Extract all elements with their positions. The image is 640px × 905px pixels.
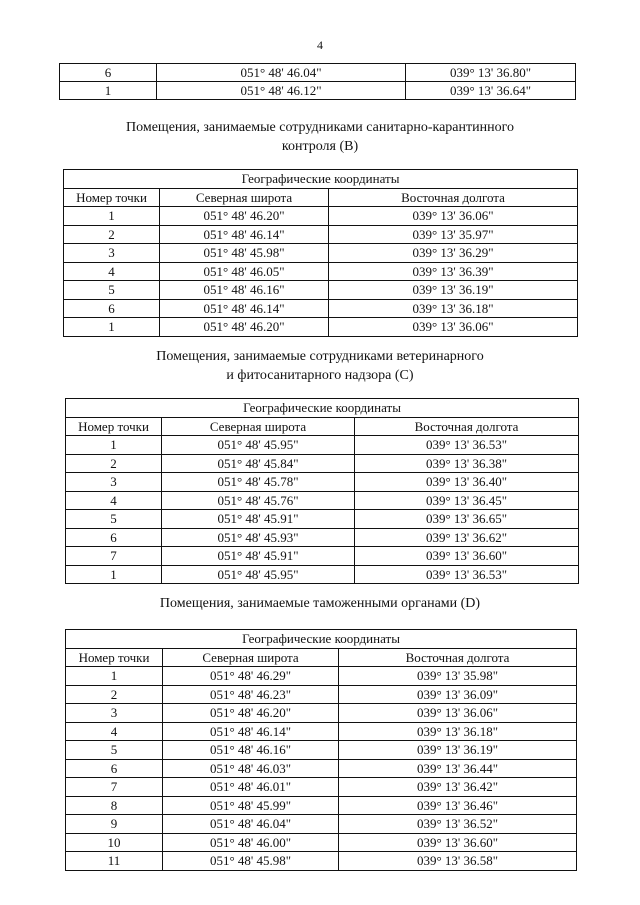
page-number: 4	[317, 38, 323, 52]
longitude-cell: 039° 13' 36.62"	[355, 528, 579, 547]
point-cell: 3	[66, 473, 162, 492]
table-row	[64, 207, 578, 226]
point-cell: 6	[64, 299, 160, 318]
longitude-cell: 039° 13' 36.19"	[339, 741, 577, 760]
table-row	[66, 565, 579, 584]
point-cell: 6	[60, 64, 157, 82]
point-cell: 5	[66, 741, 163, 760]
point-cell: 10	[66, 833, 163, 852]
table-row	[66, 741, 577, 760]
point-header: Номер точки	[64, 188, 160, 207]
longitude-cell: 039° 13' 36.42"	[339, 778, 577, 797]
point-cell: 4	[66, 722, 163, 741]
longitude-cell: 039° 13' 36.06"	[329, 318, 578, 337]
table-row	[66, 510, 579, 529]
table-row	[66, 778, 577, 797]
lat-header: Северная широта	[162, 417, 355, 436]
section-d-title: Помещения, занимаемые таможенными органами (D)	[159, 596, 481, 611]
table-row	[64, 262, 578, 281]
latitude-cell: 051° 48' 45.95"	[162, 436, 355, 455]
longitude-cell: 039° 13' 36.38"	[355, 454, 579, 473]
table-row	[66, 685, 577, 704]
point-cell: 2	[66, 454, 162, 473]
longitude-cell: 039° 13' 36.58"	[339, 852, 577, 871]
longitude-cell: 039° 13' 36.44"	[339, 759, 577, 778]
latitude-cell: 051° 48' 46.14"	[163, 722, 339, 741]
longitude-cell: 039° 13' 36.64"	[406, 82, 576, 100]
point-cell: 5	[66, 510, 162, 529]
table-row	[60, 64, 576, 82]
section-c-title: Помещения, занимаемые сотрудниками ветеринарного и фитосанитарного надзора (C)	[156, 349, 484, 383]
lon-header: Восточная долгота	[355, 417, 579, 436]
latitude-cell: 051° 48' 45.98"	[163, 852, 339, 871]
latitude-cell: 051° 48' 45.91"	[162, 547, 355, 566]
point-header: Номер точки	[66, 648, 163, 667]
latitude-cell: 051° 48' 46.12"	[157, 82, 406, 100]
point-cell: 1	[64, 318, 160, 337]
longitude-cell: 039° 13' 36.18"	[339, 722, 577, 741]
latitude-cell: 051° 48' 46.14"	[160, 299, 329, 318]
longitude-cell: 039° 13' 36.80"	[406, 64, 576, 82]
latitude-cell: 051° 48' 46.14"	[160, 225, 329, 244]
latitude-cell: 051° 48' 46.16"	[163, 741, 339, 760]
lon-header: Восточная долгота	[329, 188, 578, 207]
point-cell: 5	[64, 281, 160, 300]
latitude-cell: 051° 48' 46.00"	[163, 833, 339, 852]
point-cell: 7	[66, 547, 162, 566]
latitude-cell: 051° 48' 46.03"	[163, 759, 339, 778]
lat-header: Северная широта	[160, 188, 329, 207]
table-row	[66, 454, 579, 473]
geo-header: Географические координаты	[64, 170, 578, 189]
table-row	[66, 473, 579, 492]
latitude-cell: 051° 48' 45.84"	[162, 454, 355, 473]
point-cell: 1	[66, 667, 163, 686]
longitude-cell: 039° 13' 36.06"	[339, 704, 577, 723]
longitude-cell: 039° 13' 36.45"	[355, 491, 579, 510]
table-row	[66, 528, 579, 547]
point-cell: 7	[66, 778, 163, 797]
point-cell: 1	[66, 436, 162, 455]
longitude-cell: 039° 13' 36.52"	[339, 815, 577, 834]
point-cell: 1	[60, 82, 157, 100]
longitude-cell: 039° 13' 36.19"	[329, 281, 578, 300]
table-row	[66, 852, 577, 871]
table-row	[66, 704, 577, 723]
point-cell: 2	[66, 685, 163, 704]
longitude-cell: 039° 13' 35.97"	[329, 225, 578, 244]
point-header: Номер точки	[66, 417, 162, 436]
point-cell: 3	[66, 704, 163, 723]
coordinates-table-d	[65, 629, 577, 871]
point-cell: 11	[66, 852, 163, 871]
latitude-cell: 051° 48' 46.04"	[157, 64, 406, 82]
longitude-cell: 039° 13' 36.60"	[355, 547, 579, 566]
latitude-cell: 051° 48' 46.20"	[160, 207, 329, 226]
coordinates-table-b	[63, 169, 578, 337]
latitude-cell: 051° 48' 46.23"	[163, 685, 339, 704]
latitude-cell: 051° 48' 45.98"	[160, 244, 329, 263]
point-cell: 6	[66, 759, 163, 778]
point-cell: 1	[64, 207, 160, 226]
point-cell: 9	[66, 815, 163, 834]
latitude-cell: 051° 48' 46.29"	[163, 667, 339, 686]
point-cell: 6	[66, 528, 162, 547]
table-row	[66, 667, 577, 686]
continued-coordinates-table	[59, 63, 576, 100]
coordinates-table-c	[65, 398, 579, 584]
table-row	[66, 796, 577, 815]
latitude-cell: 051° 48' 45.99"	[163, 796, 339, 815]
table-row	[64, 318, 578, 337]
point-cell: 2	[64, 225, 160, 244]
table-row	[66, 547, 579, 566]
longitude-cell: 039° 13' 36.65"	[355, 510, 579, 529]
longitude-cell: 039° 13' 36.18"	[329, 299, 578, 318]
point-cell: 4	[64, 262, 160, 281]
point-cell: 4	[66, 491, 162, 510]
latitude-cell: 051° 48' 46.05"	[160, 262, 329, 281]
longitude-cell: 039° 13' 36.60"	[339, 833, 577, 852]
longitude-cell: 039° 13' 36.09"	[339, 685, 577, 704]
lat-header: Северная широта	[163, 648, 339, 667]
point-cell: 8	[66, 796, 163, 815]
table-row	[66, 491, 579, 510]
longitude-cell: 039° 13' 36.53"	[355, 565, 579, 584]
section-b-title: Помещения, занимаемые сотрудниками санитарно-карантинного контроля (B)	[126, 120, 514, 154]
table-row	[64, 281, 578, 300]
longitude-cell: 039° 13' 36.06"	[329, 207, 578, 226]
latitude-cell: 051° 48' 45.91"	[162, 510, 355, 529]
table-row	[66, 833, 577, 852]
table-row	[66, 436, 579, 455]
latitude-cell: 051° 48' 45.76"	[162, 491, 355, 510]
longitude-cell: 039° 13' 36.46"	[339, 796, 577, 815]
longitude-cell: 039° 13' 36.40"	[355, 473, 579, 492]
longitude-cell: 039° 13' 36.53"	[355, 436, 579, 455]
longitude-cell: 039° 13' 36.29"	[329, 244, 578, 263]
latitude-cell: 051° 48' 46.01"	[163, 778, 339, 797]
latitude-cell: 051° 48' 45.93"	[162, 528, 355, 547]
lon-header: Восточная долгота	[339, 648, 577, 667]
latitude-cell: 051° 48' 46.20"	[163, 704, 339, 723]
longitude-cell: 039° 13' 35.98"	[339, 667, 577, 686]
geo-header: Географические координаты	[66, 630, 577, 649]
table-row	[66, 759, 577, 778]
longitude-cell: 039° 13' 36.39"	[329, 262, 578, 281]
latitude-cell: 051° 48' 46.16"	[160, 281, 329, 300]
latitude-cell: 051° 48' 46.04"	[163, 815, 339, 834]
table-row	[64, 225, 578, 244]
table-row	[60, 82, 576, 100]
table-row	[66, 722, 577, 741]
table-row	[64, 299, 578, 318]
table-row	[66, 815, 577, 834]
latitude-cell: 051° 48' 45.95"	[162, 565, 355, 584]
point-cell: 3	[64, 244, 160, 263]
point-cell: 1	[66, 565, 162, 584]
latitude-cell: 051° 48' 45.78"	[162, 473, 355, 492]
latitude-cell: 051° 48' 46.20"	[160, 318, 329, 337]
geo-header: Географические координаты	[66, 399, 579, 418]
table-row	[64, 244, 578, 263]
